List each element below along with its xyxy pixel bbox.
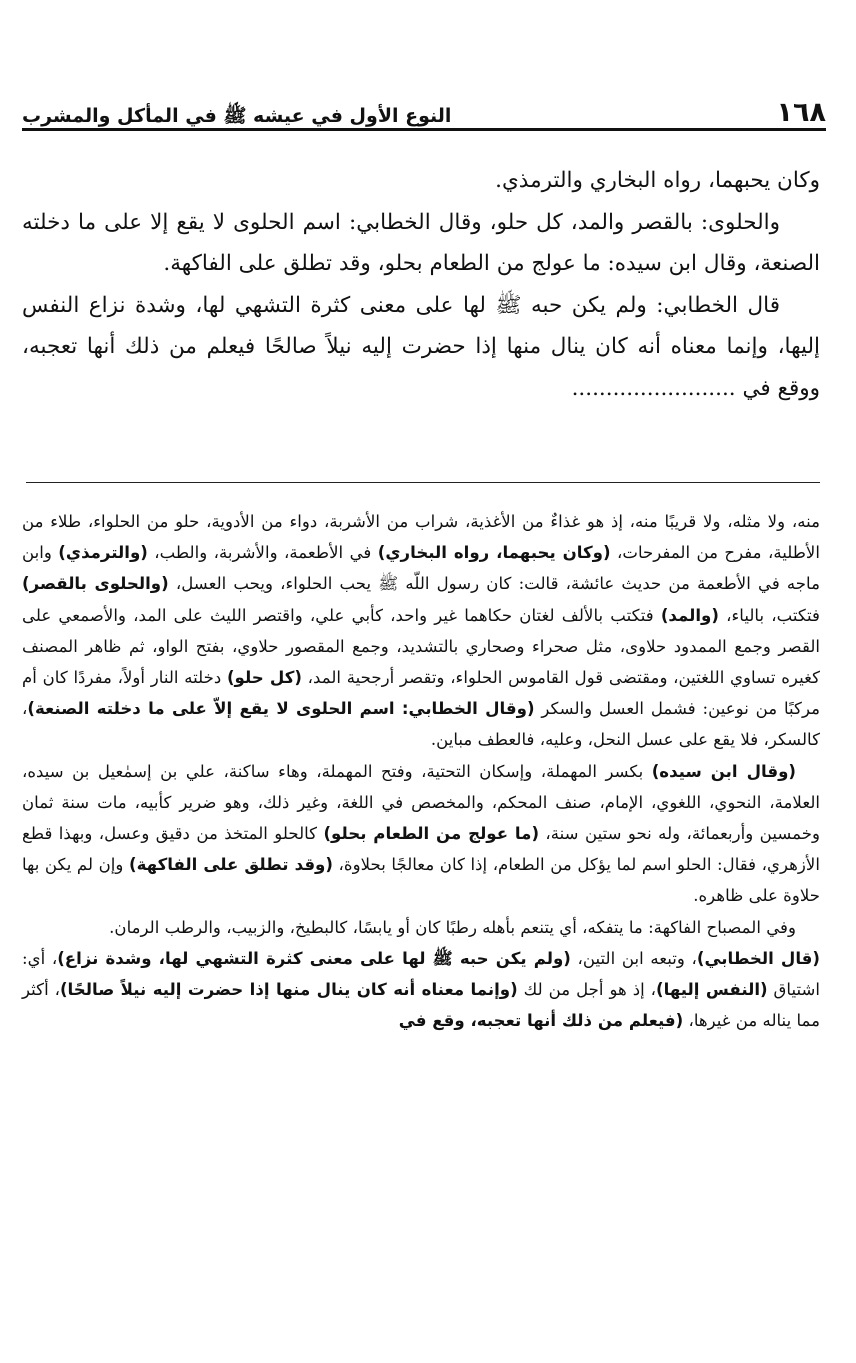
matn-quote: (والحلوى بالقصر) — [22, 574, 169, 594]
commentary-text: وابن ماجه في الأطعمة من حديث عائشة، قالت: كان رسول اللّه ﷺ يحب الحلواء، ويحب العسل، — [22, 543, 820, 594]
matn-quote: (وإنما معناه أنه كان ينال منها إذا حضرت إليه نيلاً صالحًا) — [59, 980, 518, 1000]
main-paragraph-3 — [22, 285, 820, 410]
main-paragraph-1: وكان يحبهما، رواه البخاري والترمذي. — [495, 168, 820, 193]
commentary-text: بكسر المهملة، وإسكان التحتية، وفتح المهملة، وهاء ساكنة، علي بن إسمٰعيل بن سيده، العلامة، النحوي، اللغوي، الإمام، صنف المحكم، والمخصص في اللغة، وغير ذلك، وهو ضرير كأبيه، مات سنة ثمان وخمسين وأربعمائة، وله نحو ستين سنة، — [22, 761, 820, 844]
commentary — [22, 506, 820, 1036]
matn-quote: (النفس إليها) — [656, 980, 768, 1000]
main-paragraph-2: والحلوى: بالقصر والمد، كل حلو، وقال الخطابي: اسم الحلوى لا يقع إلا على ما دخلته الصنعة، وقال ابن سيده: ما عولج من الطعام بحلو، وقد تطلق على الفاكهة. — [22, 209, 820, 276]
commentary-text: ، كالسكر، فلا يقع على عسل النحل، وعليه، فالعطف مباين. — [22, 699, 820, 750]
matn-quote: (وقال ابن سيده) — [651, 761, 796, 781]
main-paragraph-3-text: قال الخطابي: ولم يكن حبه ﷺ لها على معنى كثرة التشهي لها، وشدة نزاع النفس إليها، وإنما معناه أنه كان ينال منها إذا حضرت إليه نيلاً صالحًا فيعلم من ذلك أنها تعجبه، ووقع في — [22, 292, 820, 401]
main-text — [22, 160, 820, 409]
commentary-text: ، وتبعه ابن التين، — [570, 948, 697, 968]
commentary-text: ، إذ هو أجل من لك — [517, 980, 657, 1000]
commentary-paragraph-1 — [22, 506, 820, 756]
matn-quote: (كل حلو) — [226, 668, 302, 688]
commentary-text: فتكتب بالألف لغتان حكاهما غير واحد، كأبي علي، واقتصر الليث على المد، والأصمعي على القصر وجمع الممدود حلاوى، مثل صحراء وصحاري بالتشديد، وجمع المقصور حلاوي، بفتح الواو، ثم ظاهر المصنف كغيره تساوي اللغتين، ومقتضى قول القاموس الحلواء، وتقصر أرجحية المد، — [22, 605, 820, 688]
commentary-text: في الأطعمة، والأشربة، والطب، — [147, 543, 378, 563]
matn-quote: (ما عولج من الطعام بحلو) — [323, 824, 540, 844]
commentary-text: كالحلو المتخذ من دقيق وعسل، وبهذا قطع الأزهري، فقال: الحلو اسم لما يؤكل من الطعام، إذا كان معالجًا بحلاوة، — [22, 824, 821, 875]
matn-quote: (والترمذي) — [58, 543, 148, 563]
matn-quote: (وقد تطلق على الفاكهة) — [128, 855, 333, 875]
matn-quote: (قال الخطابي) — [696, 948, 821, 968]
ellipsis-dots: ........................ — [571, 375, 736, 401]
commentary-text: ، أي: اشتياق — [22, 948, 820, 1000]
header-rule — [22, 128, 826, 131]
commentary-paragraph-2 — [22, 756, 820, 912]
commentary-separator — [26, 482, 820, 483]
commentary-paragraph-4 — [22, 943, 820, 1037]
matn-quote: (والمد) — [660, 605, 719, 625]
matn-quote: (وكان يحبهما، رواه البخاري) — [377, 543, 611, 563]
matn-quote: (وقال الخطابي: اسم الحلوى لا يقع إلاّ على ما دخلته الصنعة) — [27, 699, 535, 719]
commentary-text: دخلته النار أولاً، مفردًا كان أم مركبًا من نوعين: فشمل العسل والسكر — [22, 668, 820, 719]
running-title: النوع الأول في عيشه ﷺ في المأكل والمشرب — [22, 105, 452, 127]
commentary-text: ، أكثر مما يناله من غيرها، — [22, 980, 820, 1031]
page-header — [22, 86, 826, 126]
commentary-text: منه، ولا مثله، ولا قريبًا منه، إذ هو غذاءٌ من الأغذية، شراب من الأشربة، دواء من الأدوية، حلو من الحلواء، طلاء من الأطلية، مفرح من المفرحات، — [22, 512, 820, 563]
matn-quote: (فيعلم من ذلك أنها تعجبه، وقع في — [398, 1011, 684, 1031]
commentary-paragraph-3: وفي المصباح الفاكهة: ما يتفكه، أي يتنعم بأهله رطبًا كان أو يابسًا، كالبطيخ، والزبيب، والرطب الرمان. — [109, 917, 796, 937]
commentary-text: وإن لم يكن بها حلاوة على ظاهره. — [22, 855, 820, 906]
commentary-text: فتكتب، بالياء، — [718, 605, 820, 625]
page-number: ١٦٨ — [776, 97, 826, 128]
matn-quote: (ولم يكن حبه ﷺ لها على معنى كثرة التشهي لها، وشدة نزاع) — [57, 948, 571, 968]
